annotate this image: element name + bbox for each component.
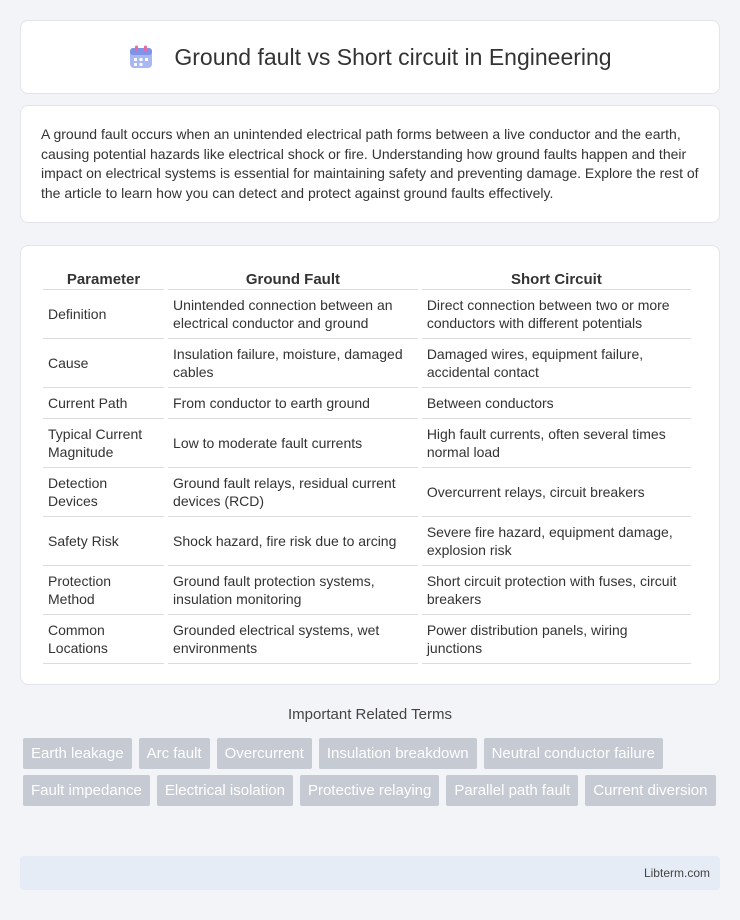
param-cell: Protection Method: [43, 566, 164, 615]
related-terms-list: [23, 738, 723, 812]
calendar-icon: [128, 44, 154, 70]
table-header-row: [43, 264, 691, 290]
ground-fault-cell: Ground fault relays, residual current devices (RCD): [168, 468, 418, 517]
table-row: [43, 339, 691, 388]
related-term-tag[interactable]: Current diversion: [585, 775, 715, 806]
ground-fault-cell: Ground fault protection systems, insulation monitoring: [168, 566, 418, 615]
ground-fault-cell: From conductor to earth ground: [168, 388, 418, 419]
intro-card: [20, 105, 720, 223]
ground-fault-cell: Unintended connection between an electrical conductor and ground: [168, 290, 418, 339]
table-row: [43, 615, 691, 664]
param-cell: Detection Devices: [43, 468, 164, 517]
short-circuit-cell: Severe fire hazard, equipment damage, explosion risk: [422, 517, 691, 566]
short-circuit-cell: Direct connection between two or more conductors with different potentials: [422, 290, 691, 339]
related-terms-title: Important Related Terms: [288, 706, 452, 723]
intro-paragraph: A ground fault occurs when an unintended electrical path forms between a live conductor and the earth, causing potential hazards like electrical shock or fire. Understanding how ground faults happen and their impact on electrical systems is essential for maintaining safety and preventing damage. Explore the rest of the article to learn how you can detect and protect against ground faults effectively.: [41, 126, 699, 201]
related-term-tag[interactable]: Neutral conductor failure: [484, 738, 663, 769]
short-circuit-cell: Damaged wires, equipment failure, accidental contact: [422, 339, 691, 388]
related-term-tag[interactable]: Fault impedance: [23, 775, 150, 806]
table-row: [43, 566, 691, 615]
table-row: [43, 468, 691, 517]
short-circuit-cell: Power distribution panels, wiring junctions: [422, 615, 691, 664]
related-term-tag[interactable]: Protective relaying: [300, 775, 439, 806]
table-row: [43, 388, 691, 419]
param-cell: Typical Current Magnitude: [43, 419, 164, 468]
related-term-tag[interactable]: Electrical isolation: [157, 775, 293, 806]
ground-fault-cell: Low to moderate fault currents: [168, 419, 418, 468]
short-circuit-cell: Short circuit protection with fuses, circuit breakers: [422, 566, 691, 615]
param-cell: Cause: [43, 339, 164, 388]
title-card: [20, 20, 720, 94]
table-row: [43, 419, 691, 468]
param-cell: Definition: [43, 290, 164, 339]
related-term-tag[interactable]: Arc fault: [139, 738, 210, 769]
short-circuit-cell: High fault currents, often several times normal load: [422, 419, 691, 468]
related-term-tag[interactable]: Overcurrent: [217, 738, 312, 769]
footer-site-link[interactable]: Libterm.com: [643, 866, 710, 880]
param-cell: Common Locations: [43, 615, 164, 664]
param-cell: Current Path: [43, 388, 164, 419]
footer: [20, 856, 720, 890]
param-cell: Safety Risk: [43, 517, 164, 566]
ground-fault-cell: Shock hazard, fire risk due to arcing: [168, 517, 418, 566]
comparison-table: [39, 264, 695, 664]
related-term-tag[interactable]: Parallel path fault: [446, 775, 578, 806]
header-parameter: Parameter: [43, 264, 164, 290]
header-ground-fault: Ground Fault: [168, 264, 418, 290]
ground-fault-cell: Insulation failure, moisture, damaged cables: [168, 339, 418, 388]
ground-fault-cell: Grounded electrical systems, wet environments: [168, 615, 418, 664]
table-row: [43, 290, 691, 339]
short-circuit-cell: Overcurrent relays, circuit breakers: [422, 468, 691, 517]
header-short-circuit: Short Circuit: [422, 264, 691, 290]
table-row: [43, 517, 691, 566]
related-term-tag[interactable]: Earth leakage: [23, 738, 132, 769]
page-title: Ground fault vs Short circuit in Engineering: [174, 43, 612, 70]
short-circuit-cell: Between conductors: [422, 388, 691, 419]
comparison-card: [20, 245, 720, 685]
related-term-tag[interactable]: Insulation breakdown: [319, 738, 477, 769]
